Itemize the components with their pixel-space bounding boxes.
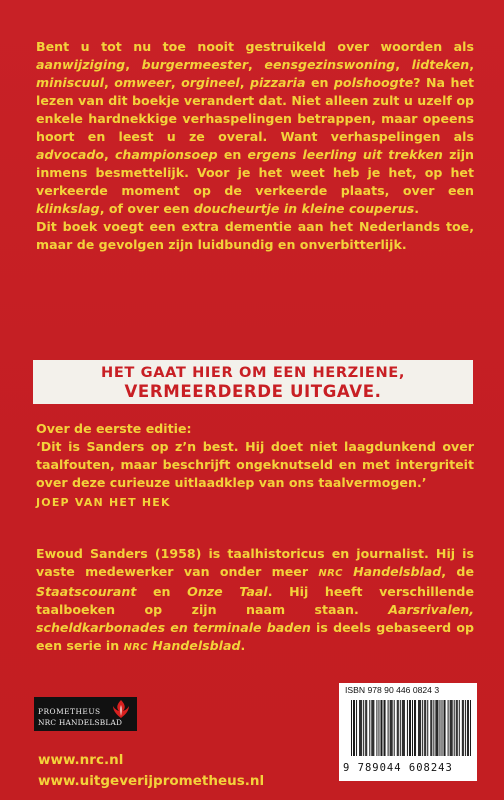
barcode-bar xyxy=(378,700,379,756)
text-segment: . Hij heeft verschillende taalboeken op zijn naam staan. xyxy=(36,584,474,617)
website-link-prometheus[interactable]: www.uitgeverijprometheus.nl xyxy=(38,773,265,789)
publisher-name: PROMETHEUS xyxy=(38,707,101,716)
example-word: championsoep xyxy=(114,147,218,162)
barcode-bar xyxy=(412,700,413,756)
edition-banner xyxy=(33,360,473,404)
publication-name: NRC xyxy=(318,568,343,579)
example-word: miniscuul xyxy=(36,75,104,90)
banner-line-2: VERMEERDERDE UITGAVE. xyxy=(124,382,382,401)
publication-name: Handelsblad xyxy=(342,564,442,579)
barcode-bar xyxy=(409,700,410,756)
publication-name: Handelsblad xyxy=(147,638,241,653)
barcode-bar xyxy=(365,700,366,756)
review-attribution: JOEP VAN HET HEK xyxy=(36,496,171,509)
barcode-bar xyxy=(444,700,445,756)
text-segment: , of over een xyxy=(99,201,194,216)
text-segment: en xyxy=(305,75,334,90)
barcode-bar xyxy=(439,700,440,756)
barcode-bar xyxy=(419,700,420,756)
barcode-bar xyxy=(360,700,361,756)
example-word: advocado xyxy=(36,147,105,162)
barcode-bar xyxy=(392,700,393,756)
barcode-bar xyxy=(442,700,443,756)
barcode-bar xyxy=(397,700,398,756)
barcode-bar xyxy=(467,700,468,756)
text-segment: ? Na het lezen van dit boekje verandert dat. Niet alleen zult u uzelf op enkele hardnekkige verhaspelingen betrappen, maar opeens hoort en leest u ze overal. Want verhaspelingen als xyxy=(36,75,475,144)
barcode-bar xyxy=(424,700,425,756)
barcode-label xyxy=(339,683,477,781)
barcode-icon xyxy=(351,700,471,756)
text-segment: en xyxy=(217,147,248,162)
example-word: pizzaria xyxy=(249,75,306,90)
barcode-bar xyxy=(403,700,404,756)
book-title: Aarsrivalen, scheldkarbonades en terminale baden xyxy=(36,602,474,635)
publisher-logo xyxy=(34,697,137,731)
barcode-bar xyxy=(415,700,416,756)
text-segment: , xyxy=(395,57,412,72)
author-bio-text xyxy=(36,545,474,657)
blurb-closing: Dit boek voegt een extra dementie aan het Nederlands toe, maar de gevolgen zijn luidbundig en onverbitterlijk. xyxy=(36,219,474,252)
barcode-bar xyxy=(445,700,446,756)
barcode-bar xyxy=(382,700,383,756)
barcode-bar xyxy=(465,700,466,756)
barcode-bar xyxy=(407,700,408,756)
text-segment: , xyxy=(104,147,115,162)
barcode-bar xyxy=(454,700,455,756)
barcode-bar xyxy=(422,700,423,756)
barcode-bar xyxy=(463,700,464,756)
barcode-bar xyxy=(410,700,411,756)
barcode-bar xyxy=(425,700,426,756)
blurb-text xyxy=(36,38,474,218)
barcode-bar xyxy=(451,700,452,756)
barcode-bar xyxy=(363,700,364,756)
banner-line-1: HET GAAT HIER OM EEN HERZIENE, xyxy=(101,364,405,381)
barcode-bar xyxy=(457,700,458,756)
barcode-bar xyxy=(470,700,471,756)
example-word: polshoogte xyxy=(333,75,414,90)
barcode-bar xyxy=(369,700,370,756)
barcode-bar xyxy=(427,700,428,756)
barcode-bar xyxy=(433,700,434,756)
text-segment: , de xyxy=(441,564,474,579)
barcode-bar xyxy=(361,700,362,756)
barcode-bar xyxy=(385,700,386,756)
example-word: orgineel xyxy=(181,75,240,90)
barcode-bar xyxy=(420,700,421,756)
barcode-bar xyxy=(431,700,432,756)
example-word: klinkslag xyxy=(36,201,100,216)
barcode-bar xyxy=(394,700,395,756)
review-heading: Over de eerste editie: xyxy=(36,421,192,436)
barcode-bar xyxy=(371,700,372,756)
text-segment: , xyxy=(248,57,265,72)
barcode-bar xyxy=(356,700,357,756)
publisher-partner: NRC HANDELSBLAD xyxy=(38,718,123,727)
text-segment: , xyxy=(103,75,115,90)
barcode-bar xyxy=(456,700,457,756)
publication-name: Onze Taal xyxy=(187,584,268,599)
barcode-bar xyxy=(388,700,389,756)
barcode-bar xyxy=(435,700,436,756)
example-word: lidteken xyxy=(411,57,470,72)
barcode-bar xyxy=(398,700,399,756)
review-quote: ‘Dit is Sanders op z’n best. Hij doet niet laagdunkend over taalfouten, maar beschrijft ongeknutseld en met intergriteit over deze curieuze uitlaadklep van ons taalvermogen.’ xyxy=(36,439,474,490)
example-word: eensgezinswoning xyxy=(264,57,396,72)
isbn-text: ISBN 978 90 446 0824 3 xyxy=(345,685,440,695)
barcode-bar xyxy=(462,700,463,756)
review-section xyxy=(36,420,474,512)
text-segment: , xyxy=(125,57,142,72)
example-word: doucheurtje in kleine couperus xyxy=(193,201,415,216)
barcode-bar xyxy=(380,700,381,756)
barcode-bar xyxy=(430,700,431,756)
barcode-bar xyxy=(414,700,415,756)
barcode-bar xyxy=(366,700,367,756)
barcode-bar xyxy=(400,700,401,756)
barcode-bar xyxy=(436,700,437,756)
barcode-bar xyxy=(351,700,352,756)
publication-name: NRC xyxy=(123,642,148,653)
publication-name: Staatscourant xyxy=(36,584,137,599)
barcode-bar xyxy=(373,700,374,756)
bird-icon xyxy=(111,698,131,720)
barcode-bar xyxy=(354,700,355,756)
text-segment: is deels gebaseerd op een serie in xyxy=(36,620,474,653)
barcode-bar xyxy=(359,700,360,756)
text-segment: . xyxy=(240,638,246,653)
barcode-bar xyxy=(468,700,469,756)
barcode-bar xyxy=(390,700,391,756)
barcode-bar xyxy=(391,700,392,756)
barcode-bar xyxy=(376,700,377,756)
example-word: burgermeester xyxy=(141,57,249,72)
text-segment: , xyxy=(469,57,475,72)
barcode-digits: 9 789044 608243 xyxy=(343,762,453,774)
text-segment: Ewoud Sanders (1958) is taalhistoricus en journalist. Hij is vaste medewerker van onder meer xyxy=(36,546,474,579)
barcode-bar xyxy=(437,700,438,756)
text-segment: en xyxy=(136,584,188,599)
blurb-paragraph xyxy=(36,38,474,254)
barcode-bar xyxy=(402,700,403,756)
barcode-bar xyxy=(404,700,405,756)
author-bio xyxy=(36,545,474,657)
text-segment: Bent u tot nu toe nooit gestruikeld over woorden als xyxy=(36,39,474,54)
barcode-bar xyxy=(459,700,460,756)
barcode-bar xyxy=(353,700,354,756)
barcode-bar xyxy=(384,700,385,756)
barcode-bar xyxy=(450,700,451,756)
example-word: aanwijziging xyxy=(36,57,126,72)
text-segment: . xyxy=(414,201,420,216)
example-word: ergens leerling uit trekken xyxy=(247,147,443,162)
website-link-nrc[interactable]: www.nrc.nl xyxy=(38,752,124,768)
barcode-bar xyxy=(418,700,419,756)
barcode-bar xyxy=(372,700,373,756)
barcode-bar xyxy=(448,700,449,756)
text-segment: , xyxy=(170,75,182,90)
text-segment: zijn inmens besmettelijk. Voor je het weet heb je het, op het verkeerde moment op de verkeerde plaats, over een xyxy=(36,147,474,198)
example-word: omweer xyxy=(114,75,171,90)
text-segment: , xyxy=(239,75,250,90)
barcode-bar xyxy=(452,700,453,756)
